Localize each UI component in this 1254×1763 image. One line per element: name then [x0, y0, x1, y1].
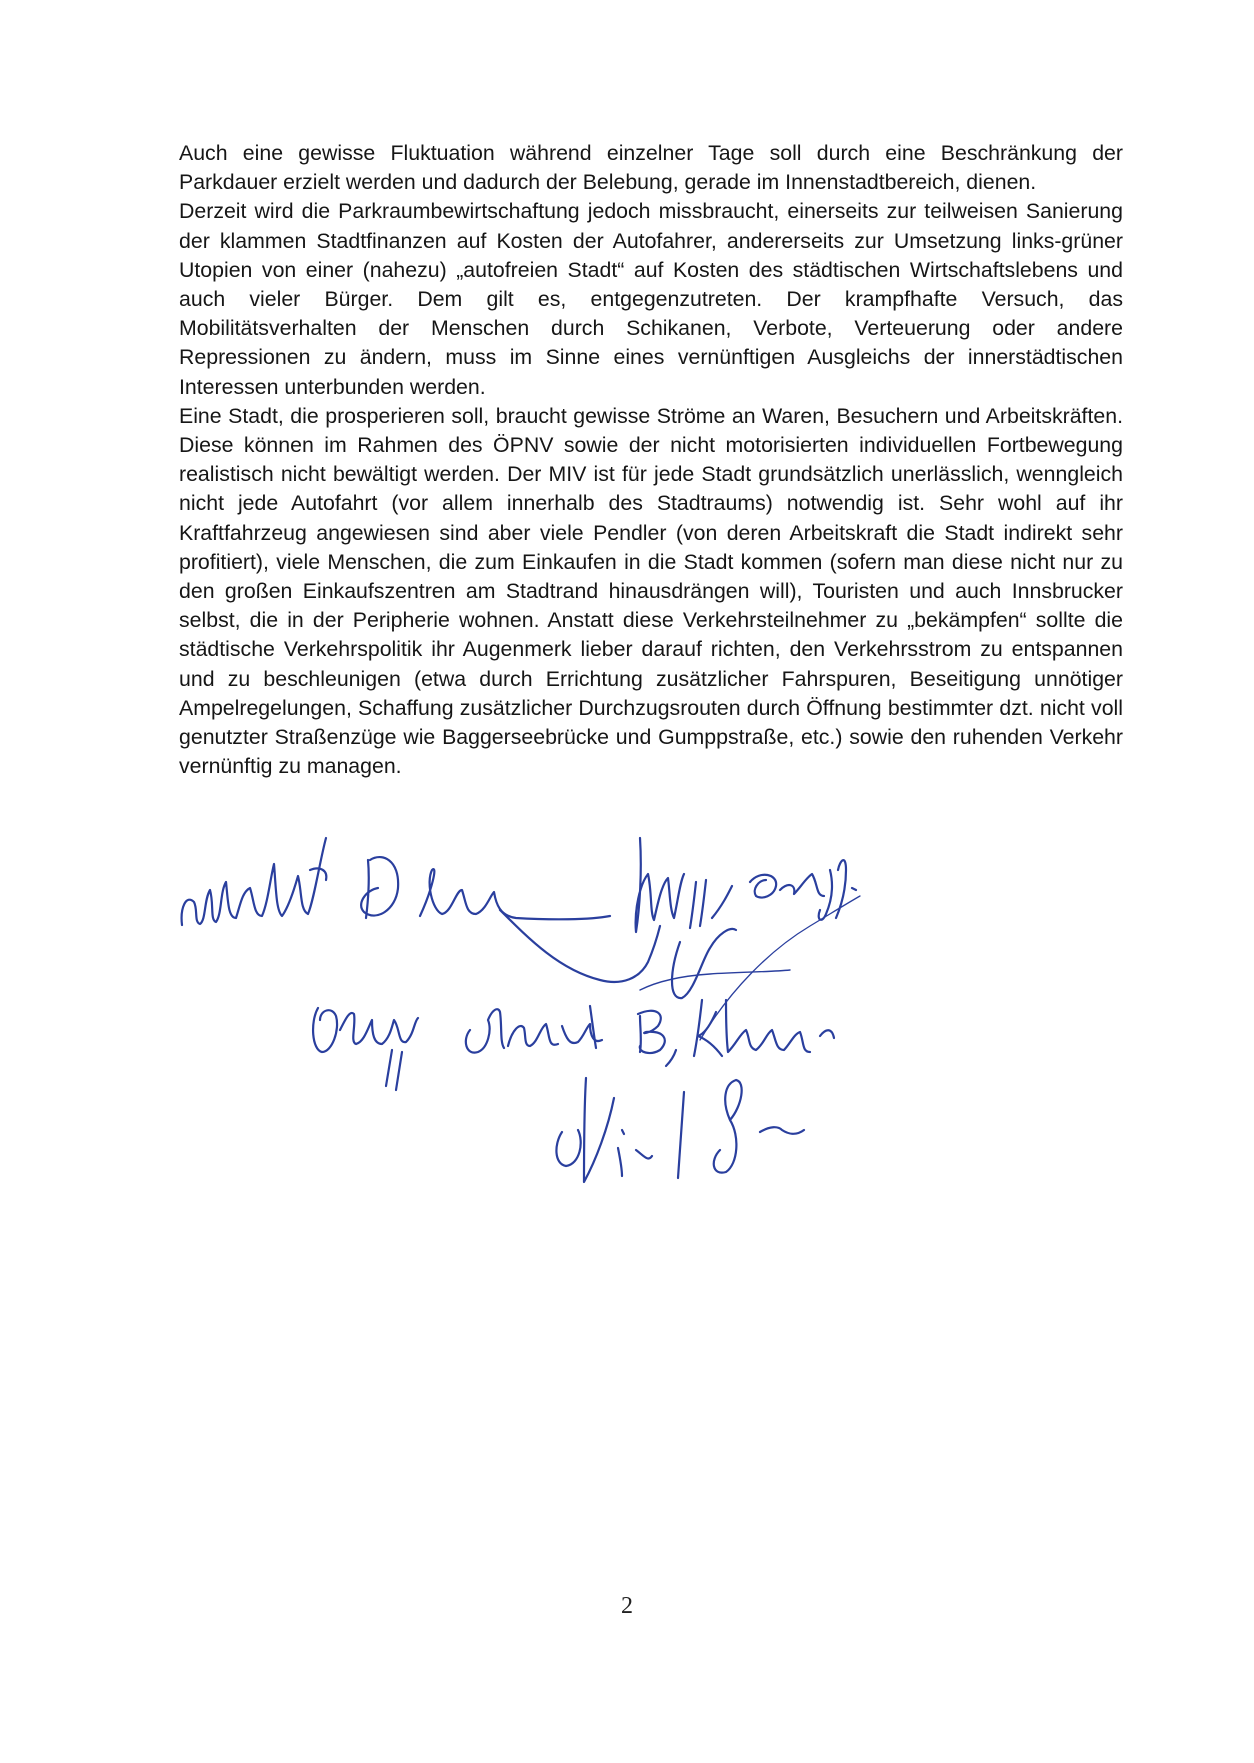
signature-3: [700, 860, 860, 1040]
paragraph-2: Derzeit wird die Parkraumbewirtschaftung jedoch missbraucht, einerseits zur teilweisen Sanierung der klammen Stadtfinanzen auf Kosten der Autofahrer, andererseits zur Umsetzung links-grüner Utopien von einer (nahezu) „autofreien Stadt“ auf Kosten des städtischen Wirtschaftslebens und auch vieler Bürger. Dem gilt es, entgegenzutreten. Der krampfhafte Versuch, das Mobilitätsverhalten der Menschen durch Schikanen, Verbote, Verteuerung oder andere Repressionen zu ändern, muss im Sinne eines vernünftigen Ausgleichs der innerstädtischen Interessen unterbunden werden.: [179, 199, 1123, 399]
body-text: [179, 139, 1123, 781]
signature-6: [638, 1000, 834, 1066]
signature-4: [313, 1008, 418, 1090]
signature-7: [556, 1078, 804, 1182]
paragraph-1: Auch eine gewisse Fluktuation während einzelner Tage soll durch eine Beschränkung der Parkdauer erzielt werden und dadurch der Belebung, gerade im Innenstadtbereich, dienen.: [179, 141, 1123, 195]
signature-5: [466, 1006, 602, 1053]
page-number: 2: [621, 1593, 633, 1619]
handwritten-signatures: [170, 830, 1010, 1250]
signature-2: [636, 838, 790, 998]
signature-1: [182, 838, 660, 982]
paragraph-3: Eine Stadt, die prosperieren soll, braucht gewisse Ströme an Waren, Besuchern und Arbeitskräften. Diese können im Rahmen des ÖPNV sowie der nicht motorisierten individuellen Fortbewegung realistisch nicht bewältigt werden. Der MIV ist für jede Stadt grundsätzlich unerlässlich, wenngleich nicht jede Autofahrt (vor allem innerhalb des Stadtraums) notwendig ist. Sehr wohl auf ihr Kraftfahrzeug angewiesen sind aber viele Pendler (von deren Arbeitskraft die Stadt indirekt sehr profitiert), viele Menschen, die zum Einkaufen in die Stadt kommen (sofern man diese nicht nur zu den großen Einkaufszentren am Stadtrand hinausdrängen will), Touristen und auch Innsbrucker selbst, die in der Peripherie wohnen. Anstatt diese Verkehrsteilnehmer zu „bekämpfen“ sollte die städtische Verkehrspolitik ihr Augenmerk lieber darauf richten, den Verkehrsstrom zu entspannen und zu beschleunigen (etwa durch Errichtung zusätzlicher Fahrspuren, Beseitigung unnötiger Ampelregelungen, Schaffung zusätzlicher Durchzugsrouten durch Öffnung bestimmter dzt. nicht voll genutzter Straßenzüge wie Baggerseebrücke und Gumppstraße, etc.) sowie den ruhenden Verkehr vernünftig zu managen.: [179, 403, 1123, 779]
